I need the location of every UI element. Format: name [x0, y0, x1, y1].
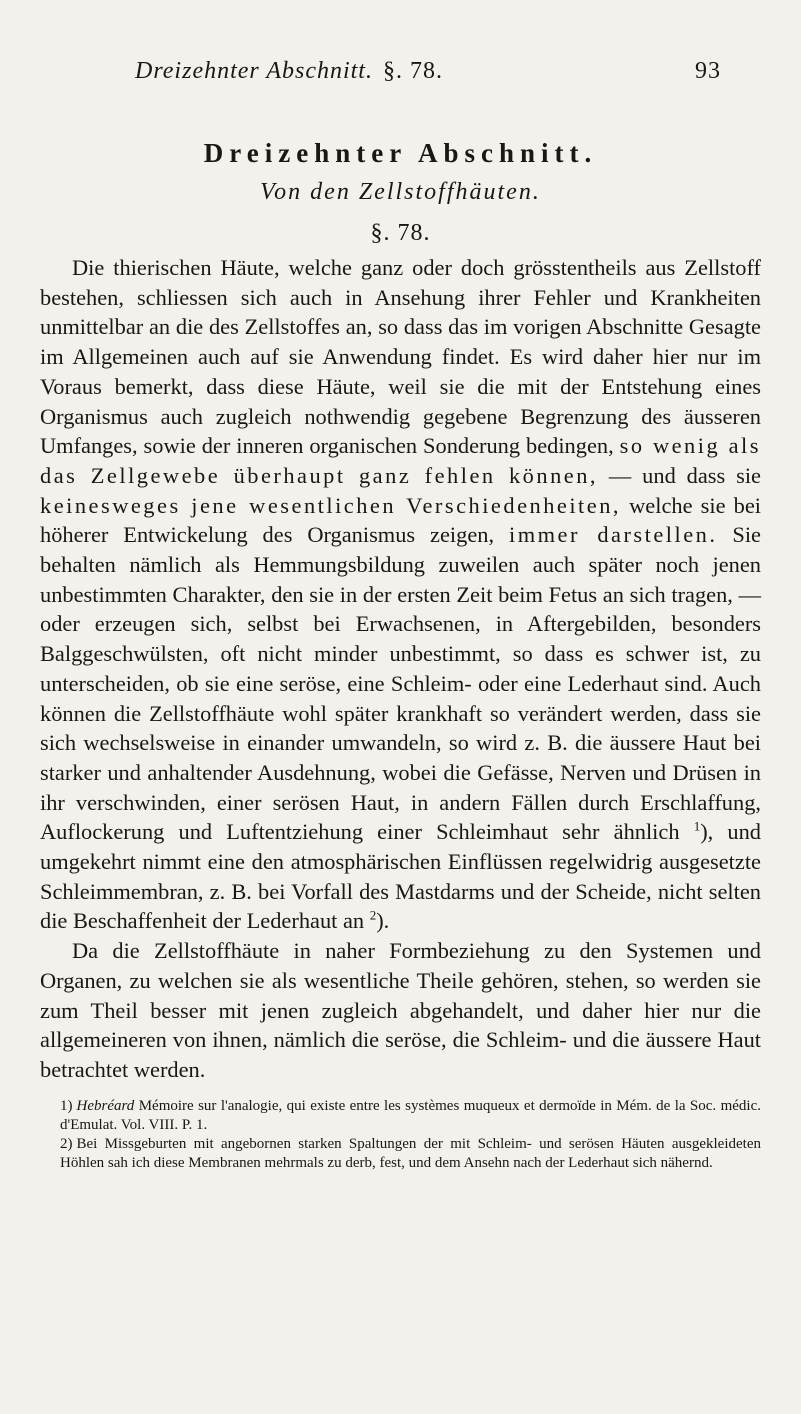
footnote-ref-1: 1: [693, 818, 701, 834]
running-head: [40, 58, 761, 88]
page-number: 93: [695, 58, 721, 84]
section-subtitle: Von den Zellstoffhäuten.: [260, 179, 541, 205]
section-title: Dreizehnter Abschnitt.: [203, 138, 598, 168]
emphasis-darstellen: immer darstellen.: [508, 522, 718, 548]
emphasis-fehlen: so wenig als das Zellgewebe überhaupt ganz fehlen können,: [40, 433, 761, 488]
emphasis-verschiedenheiten: keinesweges jene wesentlichen Verschiedenheiten,: [40, 492, 622, 518]
footnote-1-author: Hebréard: [76, 1097, 135, 1114]
paragraph-2: Da die Zellstoffhäute in naher Formbeziehung zu den Systemen und Organen, zu welchen sie als wesentliche Theile gehören, stehen, so werden sie zum Theil besser mit jenen zugleich abgehandelt, und daher hier nur die allgemeineren von ihnen, nämlich die seröse, die Schleim- und die äussere Haut betrachtet werden.: [40, 938, 761, 1082]
paragraph-1-part-i: ).: [376, 908, 390, 934]
footnote-ref-2: 2: [369, 908, 377, 923]
running-head-title: [135, 58, 443, 85]
footnote-1-text: Mémoire sur l'analogie, qui existe entre les systèmes muqueux et dermoïde in Mém. de la Soc. médic. d'Emulat. Vol. VIII. P. 1.: [60, 1097, 761, 1133]
body-text: [40, 253, 761, 1085]
footnote-1-number: 1): [60, 1097, 73, 1114]
footnote-2-number: 2): [60, 1135, 73, 1152]
paragraph-1-part-e: welche sie bei höherer Entwickelung des Organismus zeigen,: [40, 492, 761, 548]
footnotes: [40, 1097, 761, 1173]
paragraph-1-part-a: Die thierischen Häute, welche ganz oder doch grösstentheils aus Zellstoff bestehen, schliessen sich auch in Ansehung ihrer Fehler und Krankheiten unmittelbar an die des Zellstoffes an, so dass das im vorigen Abschnitte Gesagte im Allgemeinen auch auf sie Anwendung findet. Es wird daher hier nur im Voraus bemerkt, dass diese Häute, weil sie die mit der Entstehung eines Organismus auch zugleich nothwendig gegebene Begrenzung des äusseren Umfanges, sowie der inneren organischen Sonderung bedingen,: [40, 255, 761, 459]
footnote-1: [40, 1097, 761, 1135]
running-head-section: §. 78.: [382, 58, 443, 84]
paragraph-mark: §. 78.: [370, 220, 431, 246]
footnote-2: [40, 1135, 761, 1173]
footnote-2-text: Bei Missgeburten mit angebornen starken Spaltungen der mit Schleim- und serösen Häuten ausgekleideten Höhlen sah ich diese Membranen mehrmals zu derb, fest, und dem Ansehn nach der Lederhaut sich nähernd.: [60, 1135, 761, 1171]
paragraph-1: [40, 253, 761, 936]
paragraph-1-part-h: ), und umgekehrt nimmt eine den atmosphärischen Einflüssen regelwidrig ausgesetzte Schleimmembran, z. B. bei Vorfall des Mastdarms und der Scheide, nicht selten die Beschaffenheit der Lederhaut an: [40, 819, 761, 934]
paragraph-1-part-g: Sie behalten nämlich als Hemmungsbildung zuweilen auch später noch jenen unbestimmten Charakter, den sie in der ersten Zeit beim Fetus an sich tragen, — oder erzeugen sich, selbst bei Erwachsenen, in Aftergebilden, besonders Balggeschwülsten, oft nicht minder unbestimmt, so dass es schwer ist, zu unterscheiden, ob sie eine seröse, eine Schleim- oder eine Lederhaut sind. Auch können die Zellstoffhäute wohl später krankhaft so verändert werden, dass sie sich wechselsweise in einander umwandeln, so wird z. B. die äussere Haut bei starker und anhaltender Ausdehnung, wobei die Gefässe, Nerven und Drüsen in ihr verschwinden, einer serösen Haut, in andern Fällen durch Erschlaffung, Auflockerung und Luftentziehung einer Schleimhaut sehr ähnlich: [40, 522, 761, 845]
paragraph-1-part-c: — und dass sie: [598, 462, 761, 488]
running-head-title-text: Dreizehnter Abschnitt.: [135, 58, 373, 84]
